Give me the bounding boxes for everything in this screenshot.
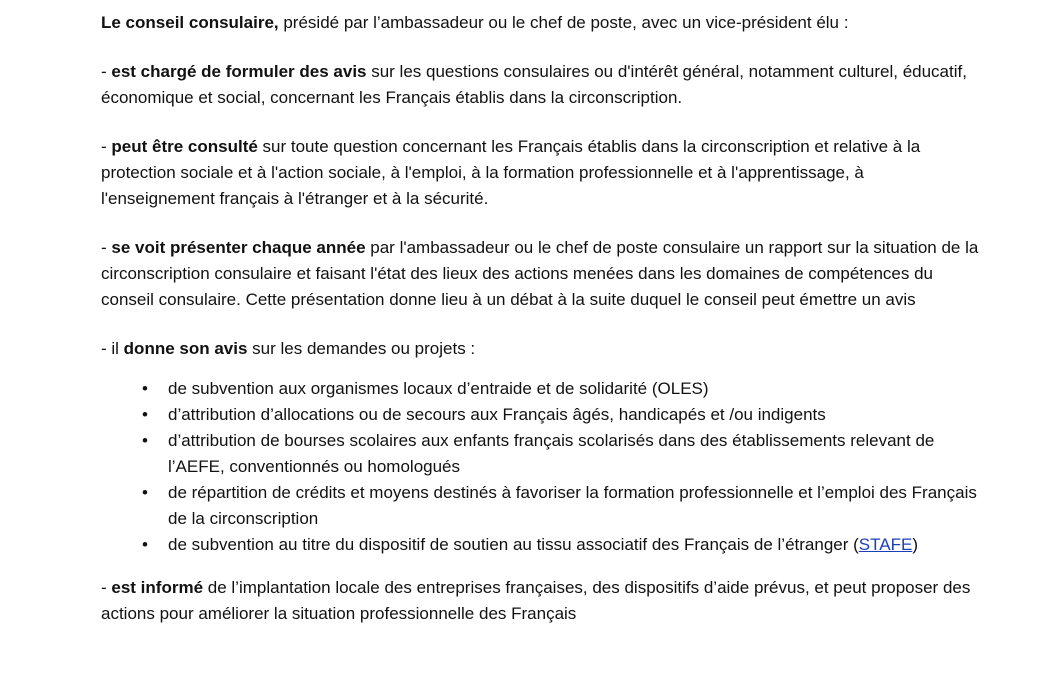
projects-list [101, 376, 981, 558]
consulted-paragraph [101, 134, 981, 212]
opinion-text: sur les demandes ou projets : [247, 339, 476, 358]
list-item-text: de répartition de crédits et moyens destinés à favoriser la formation professionnelle et l’emploi des Français de la circonscription [168, 483, 977, 528]
list-item-text: de subvention au titre du dispositif de soutien au tissu associatif des Français de l’étranger ( [168, 535, 859, 554]
advice-text: sur les questions consulaires ou d'intérêt général, notamment culturel, éducatif, économique et social, concernant les Français établis dans la circonscription. [101, 62, 967, 107]
informed-prefix: - [101, 578, 112, 597]
informed-paragraph [101, 575, 981, 627]
intro-paragraph [101, 10, 981, 36]
opinion-bold: donne son avis [123, 339, 248, 358]
advice-bold: est chargé de formuler des avis [111, 62, 367, 81]
annual-report-text: par l'ambassadeur ou le chef de poste consulaire un rapport sur la situation de la circonscription consulaire et faisant l'état des lieux des actions menées dans les domaines de compétences du conseil consulaire. Cette présentation donne lieu à un débat à la suite duquel le conseil peut émettre un avis [101, 238, 979, 309]
informed-text: de l’implantation locale des entreprises françaises, des dispositifs d’aide prévus, et peut proposer des actions pour améliorer la situation professionnelle des Français [101, 578, 971, 623]
list-item-text: d’attribution de bourses scolaires aux enfants français scolarisés dans des établissements relevant de l’AEFE, conventionnés ou homologués [168, 431, 935, 476]
list-item [101, 428, 981, 480]
opinion-prefix: - il [101, 339, 124, 358]
advice-prefix: - [101, 62, 112, 81]
list-item [101, 376, 981, 402]
list-item-text: de subvention aux organismes locaux d’entraide et de solidarité (OLES) [168, 379, 709, 398]
list-item-closing: ) [912, 535, 918, 554]
intro-text: présidé par l’ambassadeur ou le chef de poste, avec un vice-président élu : [278, 13, 849, 32]
document-page [101, 10, 981, 650]
bullet-icon: • [142, 379, 148, 398]
bullet-icon: • [142, 483, 148, 502]
consulted-bold: peut être consulté [111, 137, 258, 156]
consulted-prefix: - [101, 137, 112, 156]
stafe-link[interactable]: STAFE [858, 535, 913, 554]
list-item [101, 402, 981, 428]
advice-paragraph [101, 59, 981, 111]
opinion-paragraph [101, 336, 981, 362]
list-item [101, 480, 981, 532]
consulted-text: sur toute question concernant les Français établis dans la circonscription et relative à la protection sociale et à l'action sociale, à l'emploi, à la formation professionnelle et à l'apprentissage, à l'enseignement français à l'étranger et à la sécurité. [101, 137, 921, 208]
list-item-text: d’attribution d’allocations ou de secours aux Français âgés, handicapés et /ou indigents [168, 405, 826, 424]
annual-report-prefix: - [101, 238, 112, 257]
bullet-icon: • [142, 535, 148, 554]
annual-report-paragraph [101, 235, 981, 313]
informed-bold: est informé [111, 578, 204, 597]
annual-report-bold: se voit présenter chaque année [111, 238, 366, 257]
bullet-icon: • [142, 405, 148, 424]
bullet-icon: • [142, 431, 148, 450]
intro-bold: Le conseil consulaire, [101, 13, 279, 32]
list-item-stafe [101, 532, 981, 558]
